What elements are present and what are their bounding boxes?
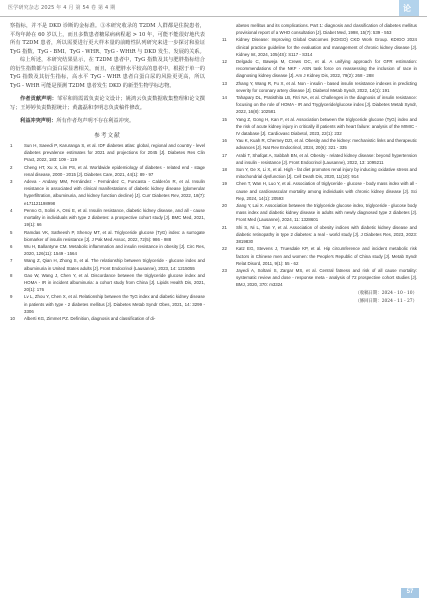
reference-number [222, 22, 236, 36]
reference-number: 14 [222, 95, 227, 101]
reference-number: 12 [222, 59, 227, 65]
revised-date: （修回日期：2024 - 11 - 27） [355, 298, 417, 304]
right-column [222, 22, 417, 586]
reference-text: Zhang Y, Wang R, Fu X, et al. Non - insulin - based insulin resistance indexes in predicting severity for coronary artery disease [J]. Diabetol Metab Syndr, 2022, 14(1): 191 [236, 80, 417, 93]
reference-list-continued [222, 22, 417, 289]
reference-item [10, 142, 205, 164]
reference-item [222, 58, 417, 80]
reference-text: Chen T, Wan H, Luo Y, et al. Association of triglyceride - glucose - body mass index with all - cause and cardiovascular mortality among individuals with chronic kidney disease [J]. Sci Rep, 2024, 14(1): 20593 [236, 181, 417, 201]
reference-item [10, 293, 205, 315]
reference-text: Jayedi A, Soltani S, Zargar MS, et al. Central fatness and risk of all cause mortality: systematic review and dose - response meta - analysis of 72 prospective cohort studies [J]. BMJ, 2020, 370: m3324 [236, 267, 417, 288]
reference-text: Penno G, Solini A, Orsi E, et al. Insulin resistance, diabetic kidney disease, and all - cause mortality in individuals with type 2 diabetes: a prospective cohort study [J]. BMC Med, 2021, 19(1): 66 [24, 207, 205, 228]
reference-list [10, 142, 205, 322]
reference-item [222, 245, 417, 267]
reference-text: Lv L, Zhou Y, Chen X, et al. Relationship between the TyG index and diabetic kidney disease in patients with type - 2 diabetes mellitus [J]. Diabetes Metab Syndr Obes, 2021, 14: 3299 - 3306 [24, 294, 205, 314]
reference-text: Yau K, Kuah R, Cherney DZI, et al. Obesity and the kidney: mechanistic links and therapeutic advances [J]. Nat Rev Endocrinol, 2024, 20(6): 321 - 335 [236, 138, 417, 151]
reference-number: 8 [10, 272, 13, 278]
reference-item [222, 202, 417, 224]
conflict-of-interest [10, 117, 205, 126]
reference-number: 11 [222, 37, 227, 43]
reference-item [10, 315, 205, 322]
reference-number: 17 [222, 152, 227, 158]
reference-item [222, 94, 417, 116]
reference-item [222, 137, 417, 151]
reference-text: Tahapary DL, Pratisthita LB, Fitri NA, et al. Challenges in the diagnosis of insulin resistance: focusing on the role of HOMA - IR and Tryglyceride/glucose index [J]. Diabetes Metab Syndr, 2022, 16(8): 102581 [236, 95, 417, 115]
reference-number: 1 [10, 143, 13, 149]
reference-number: 16 [222, 138, 227, 144]
references-title: 参考文献 [94, 133, 121, 140]
running-header [0, 0, 427, 17]
reference-text: Delgado C, Baweja M, Crews DC, et al. A unifying approach for GFR estimation: recommendations of the NKF - ASN task force on reassessing the inclusion of race in diagnosing kidney disease [J]. Am J Kidney Dis, 2022, 79(2): 268 - 288 [236, 59, 417, 79]
reference-text: Alberti KG, Zimmet PZ. Definition, diagnosis and classification of di- [24, 315, 156, 321]
page-number-tab [401, 588, 419, 598]
reference-number: 9 [10, 294, 13, 300]
reference-item [10, 207, 205, 229]
reference-item [10, 257, 205, 271]
reference-item [10, 164, 205, 178]
reference-item [10, 272, 205, 294]
reference-text: Kidney Disease: Improving Global Outcomes (KDIGO) CKD Work Group. KDIGO 2024 clinical practice guideline for the evaluation and management of chronic kidney disease [J]. Kidney Int, 2024, 105(4S): S117 - S314 [236, 37, 417, 57]
reference-text: Sun Y, Ge X, Li X, et al. High - fat diet promotes renal injury by inducing oxidative stress and mitochondrial dysfunction [J]. Cell Death Dis, 2020, 11(10): 914 [236, 167, 417, 180]
reference-item [222, 152, 417, 166]
reference-item [222, 224, 417, 246]
author-contribution [10, 95, 205, 112]
reference-number: 10 [10, 315, 15, 321]
left-column [10, 22, 205, 586]
reference-number: 20 [222, 203, 227, 209]
reference-text: Wang Z, Qian H, Zhong S, et al. The relationship between triglyceride - glucose index and albuminuria in United States adults [J]. Front Endocrinol (Lausanne), 2023, 14: 1215055 [24, 258, 205, 271]
reference-number: 7 [10, 258, 13, 264]
reference-text: Jiang Y, Lai X. Association between the triglyceride glucose index, triglyceride - glucose body mass index and diabetic kidney disease in adults with newly diagnosed type 2 diabetes [J]. Front Med (Lausanne), 2024, 11: 1328601 [236, 203, 417, 223]
reference-item [222, 22, 417, 36]
reference-text: Arabi T, Shafqat A, Sabbah BN, et al. Obesity - related kidney disease: beyond hypertension and insulin - resistance [J]. Front Endocrinol (Lausanne), 2022, 13: 1095211 [236, 152, 417, 165]
reference-text: Yang Z, Gong H, Kan F, et al. Association between the triglyceride glucose (TyG) index and the risk of acute kidney injury in critically ill patients with heart failure: analysis of the MIMIC - IV database [J]. Cardiovasc Diabetol, 2023, 22(1): 232 [236, 116, 417, 137]
reference-text: Adeva - Andany MM, Fernández - Fernández C, Funcasta - Calderón R, et al. Insulin resistance is associated with clinical manifestations of diabetic kidney disease (glomerular hyperfiltration, albuminuria, and kidney function decline) [J]. Curr Diabetes Rev, 2022, 18(7): e171121198998 [24, 179, 205, 206]
reference-text: Cheng HT, Xu X, Lim PS, et al. Worldwide epidemiology of diabetes - related end - stage renal disease, 2000 - 2015 [J]. Diabetes Care, 2021, 44(1): 89 - 97 [24, 164, 205, 177]
reference-number: 6 [10, 243, 13, 249]
reference-item [222, 80, 417, 94]
reference-number: 19 [222, 181, 227, 187]
body-paragraph: 综上所述，本研究结果显示，在 T2DM 患者中，TyG 指数及其与肥胖指标结合的衍生指数都与白蛋白尿显著相关，而且，在肥胖水平较高的患者中，根据于单一的 TyG 指数及其衍生指标，高水平 TyG - WHR 患者白蛋白尿的风险更更高，所以 TyG - WHR 可能是预测 T2DM 患者发生 DKD 的新型生物学标志物。 [10, 57, 205, 89]
reference-number: 18 [222, 167, 227, 173]
reference-number: 5 [10, 229, 13, 235]
reference-number: 22 [222, 246, 227, 252]
reference-number: 2 [10, 164, 13, 170]
reference-text: Ramdas VK, Satheesh P, Shenoy MT, et al. Triglyceride glucose (TyG) index: a surrogate biomarker of insulin resistance [J]. J Pak Med Assoc, 2022, 72(5): 986 - 988 [24, 229, 205, 242]
reference-text: Wu H, Ballantyne CM. Metabolic inflammation and insulin resistance in obesity [J]. Circ Res, 2020, 126(11): 1549 - 1564 [24, 243, 205, 257]
reference-number: 3 [10, 179, 13, 185]
reference-item [222, 36, 417, 58]
section-logo-icon [399, 0, 419, 16]
conflict-of-interest-text: 所有作者均声明不存在利益冲突。 [56, 118, 135, 125]
conflict-of-interest-label: 利益冲突声明： [20, 118, 57, 125]
author-contribution-label: 作者贡献声明： [20, 96, 58, 103]
body-paragraph: 察指标，并不是 DKD 诊断的金标准。③本研究收录的 T2DM 人群都是住院患者，平均年龄在 60 岁以上，而且多数患者糖尿病病程超 > 10 年，可能不能很好地代表所有 T2DM 患者，所以需要进行更大样本量的前瞻性队列研究来进一步探讨和验证 TyG 指数、TyG - BMI、TyG - WHR、TyG - WHtR 与 DKD 发生、发展的关系。 [10, 23, 205, 55]
reference-item [10, 243, 205, 257]
reference-item [222, 180, 417, 202]
author-contribution-text: 邹军和简霞霞负责论文设计；姚鸿云负责数据收集整理和论文撰写；王婷婷负责数据统计；黄鑫磊和李明志负责稿件修改。 [10, 96, 205, 111]
reference-number: 4 [10, 207, 13, 213]
reference-text: Sun H, Saeedi P, Karuranga S, et al. IDF diabetes atlas: global, regional and country - level diabetes prevalence estimates for 2021 and projections for 2045 [J]. Diabetes Res Clin Pract, 2022, 183: 109 - 119 [24, 143, 205, 163]
reference-text: Katz EG, Stevens J, Truesdale KP, et al. Hip circumference and incident metabolic risk factors in Chinese men and women: the People's Republic of China study [J]. Metab Syndr Relat Disord, 2011, 9(1): 55 - 62 [236, 246, 417, 266]
reference-item [222, 116, 417, 138]
page-number: 57 [406, 589, 414, 595]
reference-number: 23 [222, 267, 227, 273]
reference-item [10, 178, 205, 207]
reference-item [222, 267, 417, 289]
reference-text: Gao W, Wang J, Chen Y, et al. Discordance between the triglyceride glucose index and HOMA - IR in incident albuminuria: a cohort study from China [J]. Lipids Health Dis, 2021, 20(1): 176 [24, 272, 205, 293]
reference-text: Shi S, Ni L, Tian Y, et al. Association of obesity indices with diabetic kidney disease and diabetic retinopathy in type 2 diabetes: a real - world study [J]. J Diabetes Res, 2023, 2023: 3819830 [236, 224, 417, 245]
reference-item [10, 229, 205, 243]
reference-item [222, 166, 417, 180]
received-date: （收稿日期：2024 - 10 - 10） [355, 290, 417, 296]
reference-number: 13 [222, 80, 227, 86]
section-logo-glyph: 论 [403, 4, 411, 13]
reference-number: 15 [222, 116, 227, 122]
reference-text: abetes mellitus and its complications. Part 1: diagnosis and classification of diabetes mellitus provisional report of a WHO consultation [J]. Diabet Med, 1998, 15(7): 539 - 553 [236, 23, 417, 36]
reference-number: 21 [222, 224, 227, 230]
running-title: 医学研究杂志 2025 年 4 月 第 54 卷 第 4 期 [8, 5, 116, 11]
